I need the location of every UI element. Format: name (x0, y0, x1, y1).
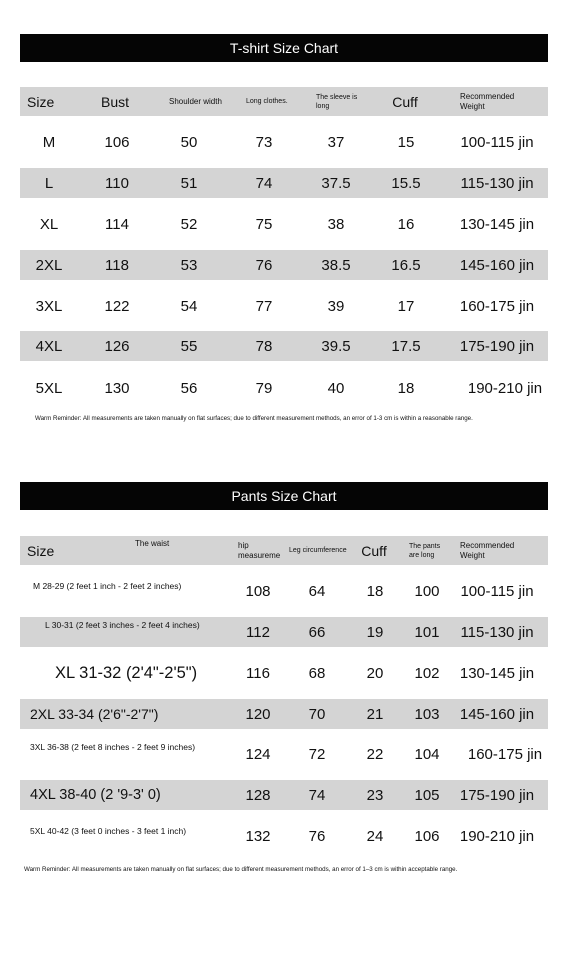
tshirt-length: 75 (255, 215, 273, 233)
pants-cuff: 24 (366, 827, 384, 845)
tshirt-size: 5XL (35, 379, 63, 397)
table-row (20, 250, 548, 280)
tshirt-header-length: Long clothes. (246, 98, 288, 105)
tshirt-header-shoulder: Shoulder width (169, 96, 222, 106)
pants-cuff: 23 (366, 786, 384, 804)
tshirt-shoulder: 56 (180, 379, 198, 397)
table-row (20, 290, 548, 322)
table-row (20, 820, 548, 852)
tshirt-size: L (44, 174, 54, 192)
tshirt-sleeve: 38.5 (321, 256, 351, 274)
tshirt-header-weight: Recommended Weight (460, 91, 515, 111)
tshirt-weight: 190-210 jin (467, 379, 543, 397)
tshirt-cuff: 17 (397, 297, 415, 315)
tshirt-size: 2XL (35, 256, 63, 274)
pants-cuff: 18 (366, 582, 384, 600)
pants-length: 106 (414, 827, 440, 845)
pants-header-size: Size (27, 542, 55, 559)
tshirt-cuff: 18 (397, 379, 415, 397)
pants-leg: 64 (308, 582, 326, 600)
table-row (20, 168, 548, 198)
tshirt-sleeve: 38 (327, 215, 345, 233)
pants-leg: 66 (308, 623, 326, 641)
pants-header-weight: Recommended Weight (460, 540, 515, 560)
tshirt-cuff: 16.5 (391, 256, 421, 274)
pants-length: 102 (414, 664, 440, 682)
pants-length: 101 (414, 623, 440, 641)
tshirt-sleeve: 37 (327, 133, 345, 151)
tshirt-note: Warm Reminder: All measurements are taken manually on flat surfaces; due to different measurement methods, an error of 1-3 cm is within a reasonable range. (35, 415, 473, 422)
tshirt-bust: 118 (105, 256, 129, 274)
tshirt-bust: 126 (104, 337, 130, 355)
tshirt-sleeve: 40 (327, 379, 345, 397)
pants-header-cuff: Cuff (361, 542, 387, 559)
tshirt-size: XL (39, 215, 59, 233)
pants-length: 100 (414, 582, 440, 600)
tshirt-header-sleeve: The sleeve is long (316, 93, 358, 110)
pants-weight: 160-175 jin (467, 745, 543, 763)
tshirt-header-size: Size (27, 93, 55, 110)
pants-size: M 28-29 (2 feet 1 inch - 2 feet 2 inches) (33, 581, 182, 591)
tshirt-cuff: 15 (397, 133, 415, 151)
tshirt-weight: 160-175 jin (459, 297, 535, 315)
tshirt-cuff: 15.5 (391, 174, 421, 192)
pants-leg: 72 (308, 745, 326, 763)
pants-hip: 128 (245, 786, 271, 804)
pants-weight: 175-190 jin (459, 786, 535, 804)
tshirt-size: M (42, 133, 56, 151)
tshirt-shoulder: 51 (180, 174, 198, 192)
tshirt-bust: 122 (104, 297, 130, 315)
tshirt-header-cuff: Cuff (392, 93, 418, 110)
tshirt-weight: 145-160 jin (459, 256, 535, 274)
pants-weight: 145-160 jin (459, 705, 535, 723)
pants-length: 104 (414, 745, 440, 763)
tshirt-length: 73 (255, 133, 273, 151)
tshirt-length: 77 (255, 297, 273, 315)
pants-weight: 130-145 jin (459, 664, 535, 682)
table-row (20, 738, 548, 770)
tshirt-length: 74 (255, 174, 273, 192)
tshirt-shoulder: 52 (180, 215, 198, 233)
tshirt-bust: 106 (104, 133, 130, 151)
pants-hip: 124 (245, 745, 271, 763)
tshirt-sleeve: 39.5 (321, 337, 351, 355)
tshirt-length: 79 (255, 379, 273, 397)
table-row (20, 372, 548, 404)
pants-weight: 100-115 jin (460, 582, 534, 600)
tshirt-bust: 114 (105, 215, 129, 233)
pants-length: 103 (414, 705, 440, 723)
tshirt-size: 3XL (35, 297, 63, 315)
tshirt-title: T-shirt Size Chart (229, 40, 339, 56)
table-row (20, 331, 548, 361)
pants-leg: 70 (308, 705, 326, 723)
pants-hip: 108 (245, 582, 271, 600)
tshirt-sleeve: 39 (327, 297, 345, 315)
tshirt-shoulder: 50 (180, 133, 198, 151)
table-row (20, 780, 548, 810)
tshirt-title-bar (20, 34, 548, 62)
pants-size: XL 31-32 (2'4"-2'5") (55, 663, 198, 682)
pants-leg: 68 (308, 664, 326, 682)
pants-weight: 190-210 jin (459, 827, 535, 845)
tshirt-bust: 130 (104, 379, 130, 397)
pants-hip: 120 (245, 705, 271, 723)
tshirt-shoulder: 53 (180, 256, 198, 274)
pants-header-length: The pants are long (409, 542, 441, 559)
pants-header-row (20, 536, 548, 565)
tshirt-shoulder: 55 (180, 337, 198, 355)
pants-header-leg: Leg circumference (289, 547, 347, 554)
tshirt-length: 78 (255, 337, 273, 355)
tshirt-size: 4XL (35, 337, 63, 355)
pants-header-waist: The waist (135, 539, 170, 548)
tshirt-shoulder: 54 (180, 297, 198, 315)
tshirt-weight: 130-145 jin (459, 215, 535, 233)
pants-size: 5XL 40-42 (3 feet 0 inches - 3 feet 1 inch) (30, 826, 187, 836)
pants-cuff: 22 (366, 745, 384, 763)
table-row (20, 575, 548, 607)
pants-size: 2XL 33-34 (2'6"-2'7") (30, 706, 159, 722)
tshirt-weight: 115-130 jin (460, 174, 534, 192)
pants-title-bar (20, 482, 548, 510)
pants-hip: 112 (246, 623, 270, 641)
tshirt-weight: 100-115 jin (460, 133, 534, 151)
table-row (20, 208, 548, 240)
pants-cuff: 19 (366, 623, 384, 641)
pants-weight: 115-130 jin (460, 623, 534, 641)
tshirt-length: 76 (255, 256, 273, 274)
pants-length: 105 (414, 786, 440, 804)
pants-leg: 76 (308, 827, 326, 845)
table-row (20, 699, 548, 729)
pants-size: 4XL 38-40 (2 '9-3' 0) (30, 787, 161, 803)
tshirt-bust: 110 (105, 174, 129, 192)
pants-header-hip: hip measureme (238, 540, 281, 560)
pants-size: 3XL 36-38 (2 feet 8 inches - 2 feet 9 inches) (30, 742, 196, 752)
table-row (20, 617, 548, 647)
pants-size: L 30-31 (2 feet 3 inches - 2 feet 4 inches) (45, 620, 200, 630)
tshirt-sleeve: 37.5 (321, 174, 351, 192)
pants-leg: 74 (308, 786, 326, 804)
tshirt-header-row (20, 87, 548, 116)
pants-cuff: 20 (366, 664, 384, 682)
table-row (20, 126, 548, 158)
tshirt-cuff: 17.5 (391, 337, 421, 355)
tshirt-weight: 175-190 jin (459, 337, 535, 355)
pants-hip: 132 (245, 827, 271, 845)
tshirt-header-bust: Bust (100, 93, 129, 110)
pants-hip: 116 (246, 664, 270, 682)
pants-note: Warm Reminder: All measurements are taken manually on flat surfaces; due to different measurement methods, an error of 1–3 cm is within acceptable range. (24, 866, 458, 873)
tshirt-cuff: 16 (397, 215, 415, 233)
pants-title: Pants Size Chart (231, 488, 337, 504)
table-row (20, 656, 548, 690)
pants-cuff: 21 (366, 705, 384, 723)
